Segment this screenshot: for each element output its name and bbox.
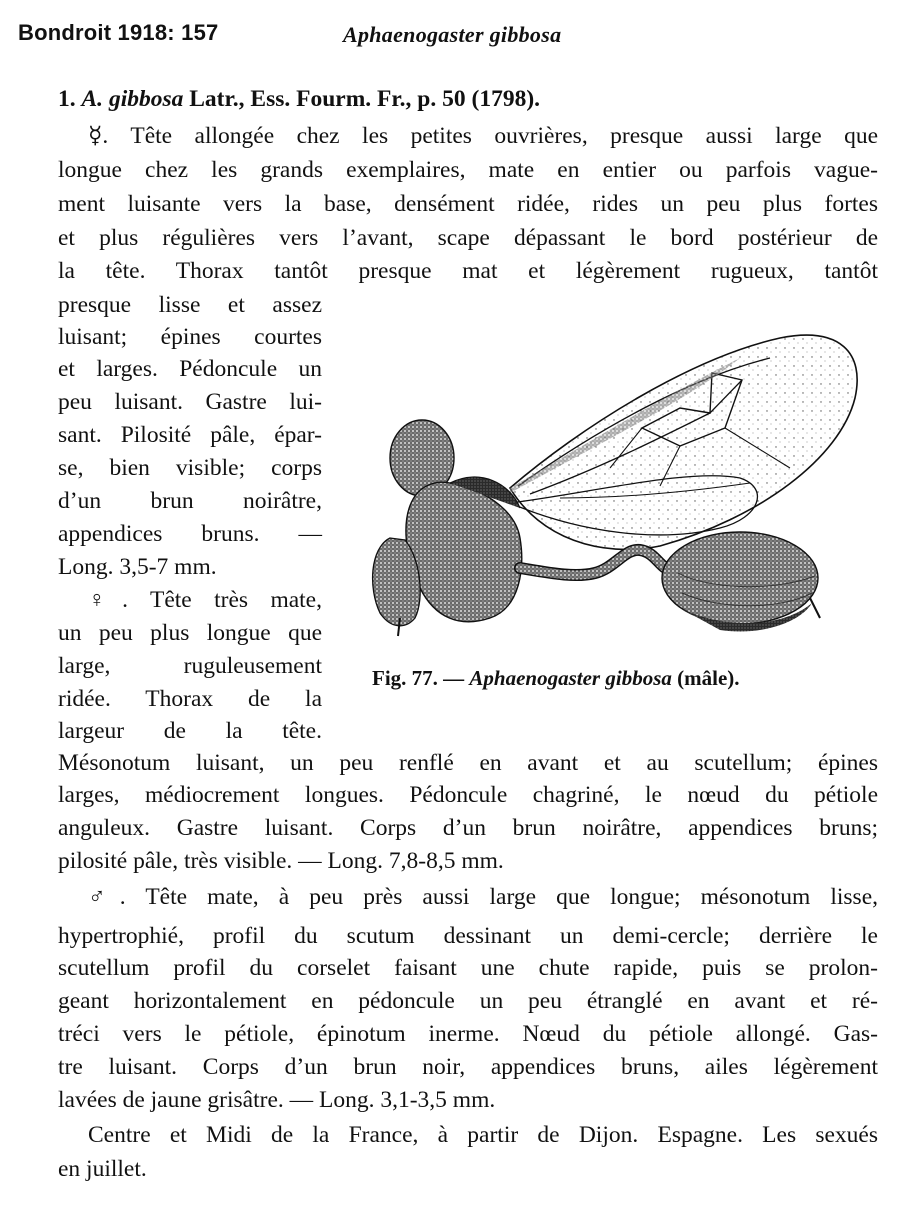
male-line-4: geant horizontalement en pédoncule un peu étranglé en avant et ré- [58, 988, 878, 1014]
male-line-1: ♂. Tête mate, à peu près aussi large que longue; mésonotum lisse, [88, 884, 879, 910]
male-line-5: tréci vers le pétiole, épinotum inerme. Nœud du pétiole allongé. Gas- [58, 1021, 878, 1047]
male-line-2: hypertrophié, profil du scutum dessinant un demi-cercle; derrière le [58, 923, 878, 949]
worker-line-4: et plus régulières vers l’avant, scape dépassant le bord postérieur de [58, 225, 878, 251]
worker-line-3: ment luisante vers la base, densément ridée, rides un peu plus fortes [58, 191, 878, 217]
queen-line-9: pilosité pâle, très visible. — Long. 7,8-8,5 mm. [58, 848, 504, 874]
figure-label: Fig. 77. — [372, 666, 465, 690]
worker-line-12: d’un brun noirâtre, [58, 488, 322, 514]
queen-line-2: un peu plus longue que [58, 620, 322, 646]
queen-line-7: larges, médiocrement longues. Pédoncule chagriné, le nœud du pétiole [58, 782, 878, 808]
queen-symbol: ♀. [88, 587, 129, 613]
figure-species: Aphaenogaster gibbosa [469, 666, 672, 690]
worker-line-1: ☿. Tête allongée chez les petites ouvrières, presque aussi large que [88, 123, 879, 149]
male-line-7: lavées de jaune grisâtre. — Long. 3,1-3,5 mm. [58, 1087, 496, 1113]
queen-line-6: Mésonotum luisant, un peu renflé en avant et au scutellum; épines [58, 750, 878, 776]
male-ant-drawing [360, 318, 870, 653]
distribution-line-2: en juillet. [58, 1156, 147, 1182]
ant-gaster [662, 532, 818, 624]
entry-number: 1. [58, 86, 76, 112]
entry-genus: A. [81, 86, 104, 112]
worker-line-11: se, bien visible; corps [58, 455, 322, 481]
male-line-6: tre luisant. Corps d’un brun noir, appendices bruns, ailes légèrement [58, 1054, 878, 1080]
male-line-3: scutellum profil du corselet faisant une chute rapide, puis se prolon- [58, 955, 878, 981]
figure-caption [372, 666, 740, 691]
entry-species: gibbosa [108, 86, 184, 112]
worker-line-7: luisant; épines courtes [58, 324, 322, 350]
queen-line-4: ridée. Thorax de la [58, 686, 322, 712]
worker-line-8: et larges. Pédoncule un [58, 356, 322, 382]
ant-thorax [406, 482, 522, 622]
worker-line-5: la tête. Thorax tantôt presque mat et légèrement rugueux, tantôt [58, 258, 878, 284]
worker-line-9: peu luisant. Gastre lui- [58, 389, 322, 415]
distribution-line-1: Centre et Midi de la France, à partir de Dijon. Espagne. Les sexués [88, 1122, 878, 1148]
ant-illustration [360, 318, 870, 653]
species-header: Aphaenogaster gibbosa [343, 22, 562, 47]
queen-line-1: ♀. Tête très mate, [88, 587, 322, 613]
figure-sex: (mâle). [677, 666, 740, 690]
worker-line-10: sant. Pilosité pâle, épar- [58, 422, 322, 448]
entry-reference: Latr., Ess. Fourm. Fr., p. 50 (1798). [189, 86, 541, 112]
forewing [510, 335, 857, 549]
worker-line-14: Long. 3,5-7 mm. [58, 554, 217, 580]
queen-line-3: large, ruguleusement [58, 653, 322, 679]
species-entry [58, 84, 540, 114]
male-symbol: ♂. [88, 884, 126, 910]
worker-symbol: ☿. [88, 123, 109, 149]
citation-header: Bondroit 1918: 157 [18, 20, 219, 45]
worker-line-13: appendices bruns. — [58, 521, 322, 547]
queen-line-8: anguleux. Gastre luisant. Corps d’un brun noirâtre, appendices bruns; [58, 815, 878, 841]
worker-line-2: longue chez les grands exemplaires, mate en entier ou parfois vague- [58, 157, 878, 183]
queen-line-5: largeur de la tête. [58, 718, 322, 744]
worker-line-6: presque lisse et assez [58, 292, 322, 318]
